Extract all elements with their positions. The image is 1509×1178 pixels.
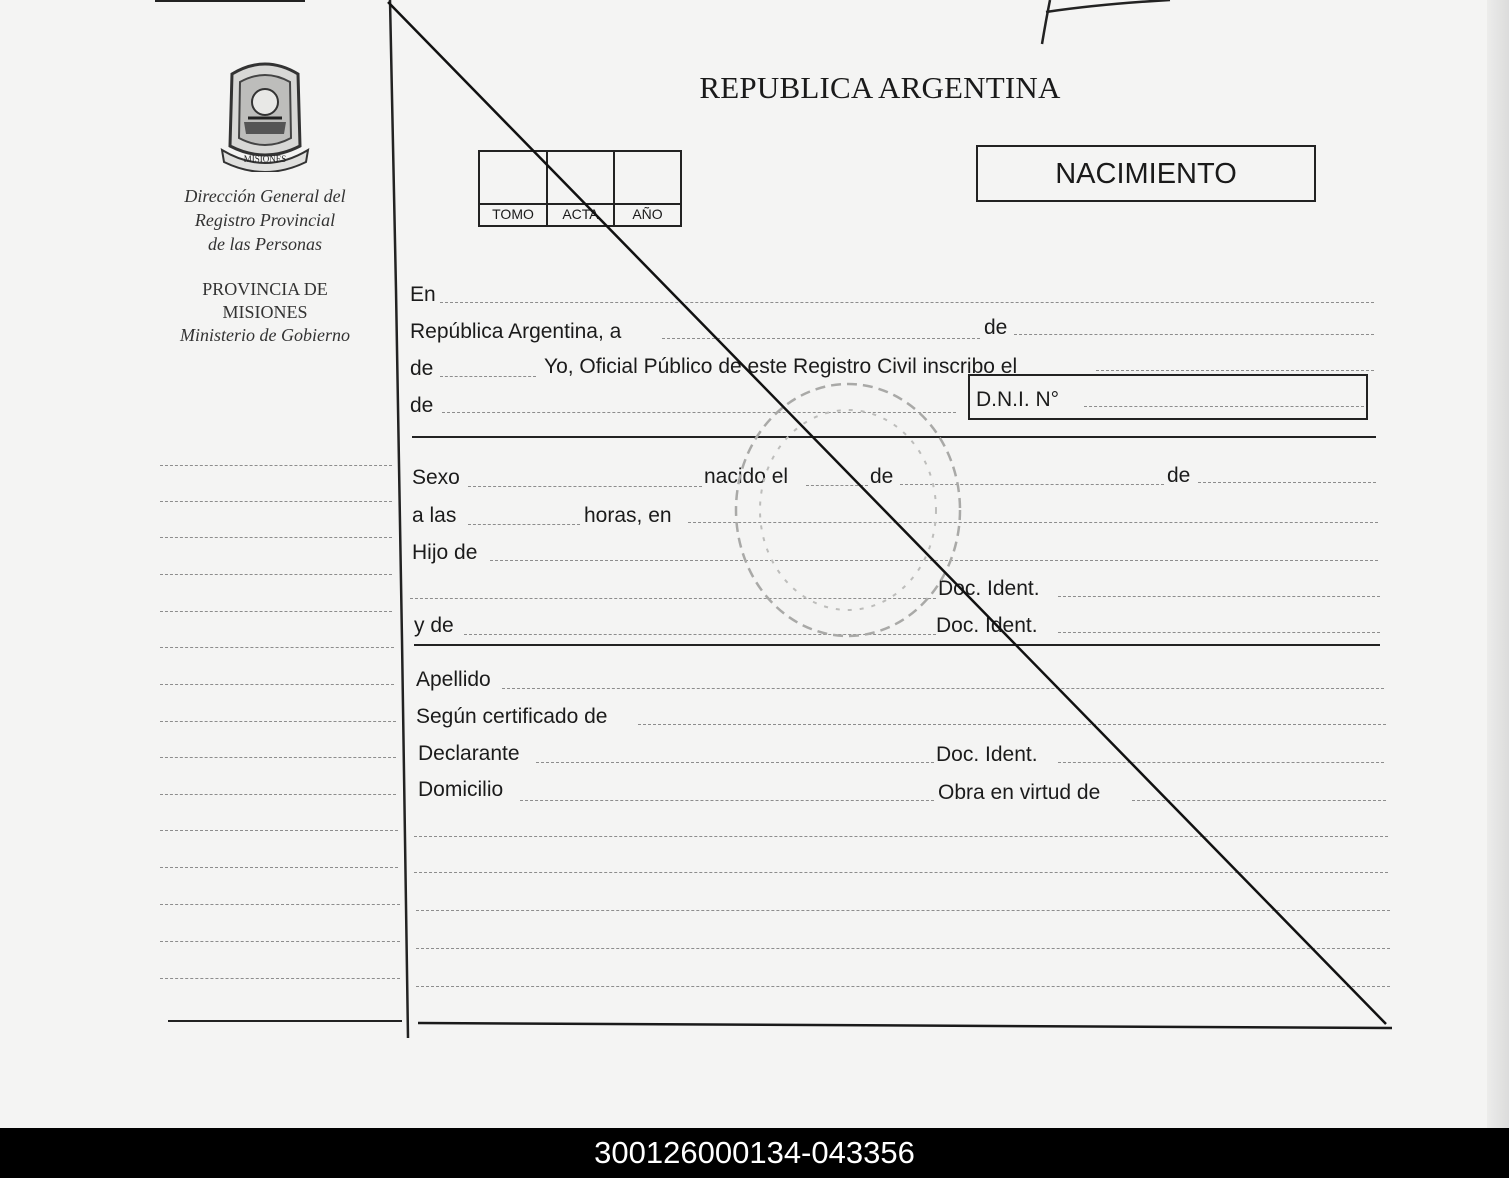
sidebar-province-line1: PROVINCIA DE: [202, 279, 328, 299]
label-de-1: de: [984, 316, 1008, 339]
cancellation-line: [388, 2, 1386, 1024]
label-de-5: de: [1167, 464, 1191, 487]
label-dni: D.N.I. N°: [976, 388, 1060, 411]
sidebar-org-line2: Registro Provincial: [194, 210, 336, 230]
label-apellido: Apellido: [416, 668, 491, 691]
sidebar-province-line2: MISIONES: [222, 302, 308, 322]
svg-text:MISIONES: MISIONES: [243, 154, 287, 164]
document-type-box: NACIMIENTO: [976, 145, 1316, 202]
label-doc-ident-3: Doc. Ident.: [936, 743, 1038, 766]
archive-code: 300126000134-043356: [594, 1135, 915, 1170]
label-doc-ident-1: Doc. Ident.: [938, 577, 1040, 600]
bottom-rule: [418, 1023, 1392, 1028]
sidebar-org-line1: Dirección General del: [184, 186, 346, 206]
acta-label: ACTA: [562, 206, 599, 222]
label-y-de: y de: [414, 614, 454, 637]
label-republica: República Argentina, a: [410, 320, 622, 343]
label-domicilio: Domicilio: [418, 778, 504, 801]
label-oficial-publico: Yo, Oficial Público de este Registro Civil inscribo el: [544, 355, 1018, 378]
signature-fragment: [1042, 0, 1170, 44]
label-hijo-de: Hijo de: [412, 541, 478, 564]
label-de-4: de: [870, 465, 894, 488]
vertical-divider: [390, 0, 408, 1038]
label-obra-en-virtud: Obra en virtud de: [938, 781, 1101, 804]
label-de-2: de: [410, 357, 434, 380]
label-declarante: Declarante: [418, 742, 520, 765]
label-de-3: de: [410, 394, 434, 417]
sidebar-org-line3: de las Personas: [208, 234, 322, 254]
anio-label: AÑO: [632, 206, 663, 222]
label-horas-en: horas, en: [584, 504, 672, 527]
label-segun-certificado: Según certificado de: [416, 705, 608, 728]
label-sexo: Sexo: [412, 466, 460, 489]
archive-code-bar: [0, 1128, 1509, 1178]
label-en: En: [410, 283, 436, 306]
label-doc-ident-2: Doc. Ident.: [936, 614, 1038, 637]
tomo-label: TOMO: [492, 206, 534, 222]
faint-stamp: [736, 384, 960, 636]
country-title: REPUBLICA ARGENTINA: [699, 70, 1061, 105]
sidebar-ministry: Ministerio de Gobierno: [180, 325, 350, 345]
label-a-las: a las: [412, 504, 457, 527]
label-nacido-el: nacido el: [704, 465, 789, 488]
